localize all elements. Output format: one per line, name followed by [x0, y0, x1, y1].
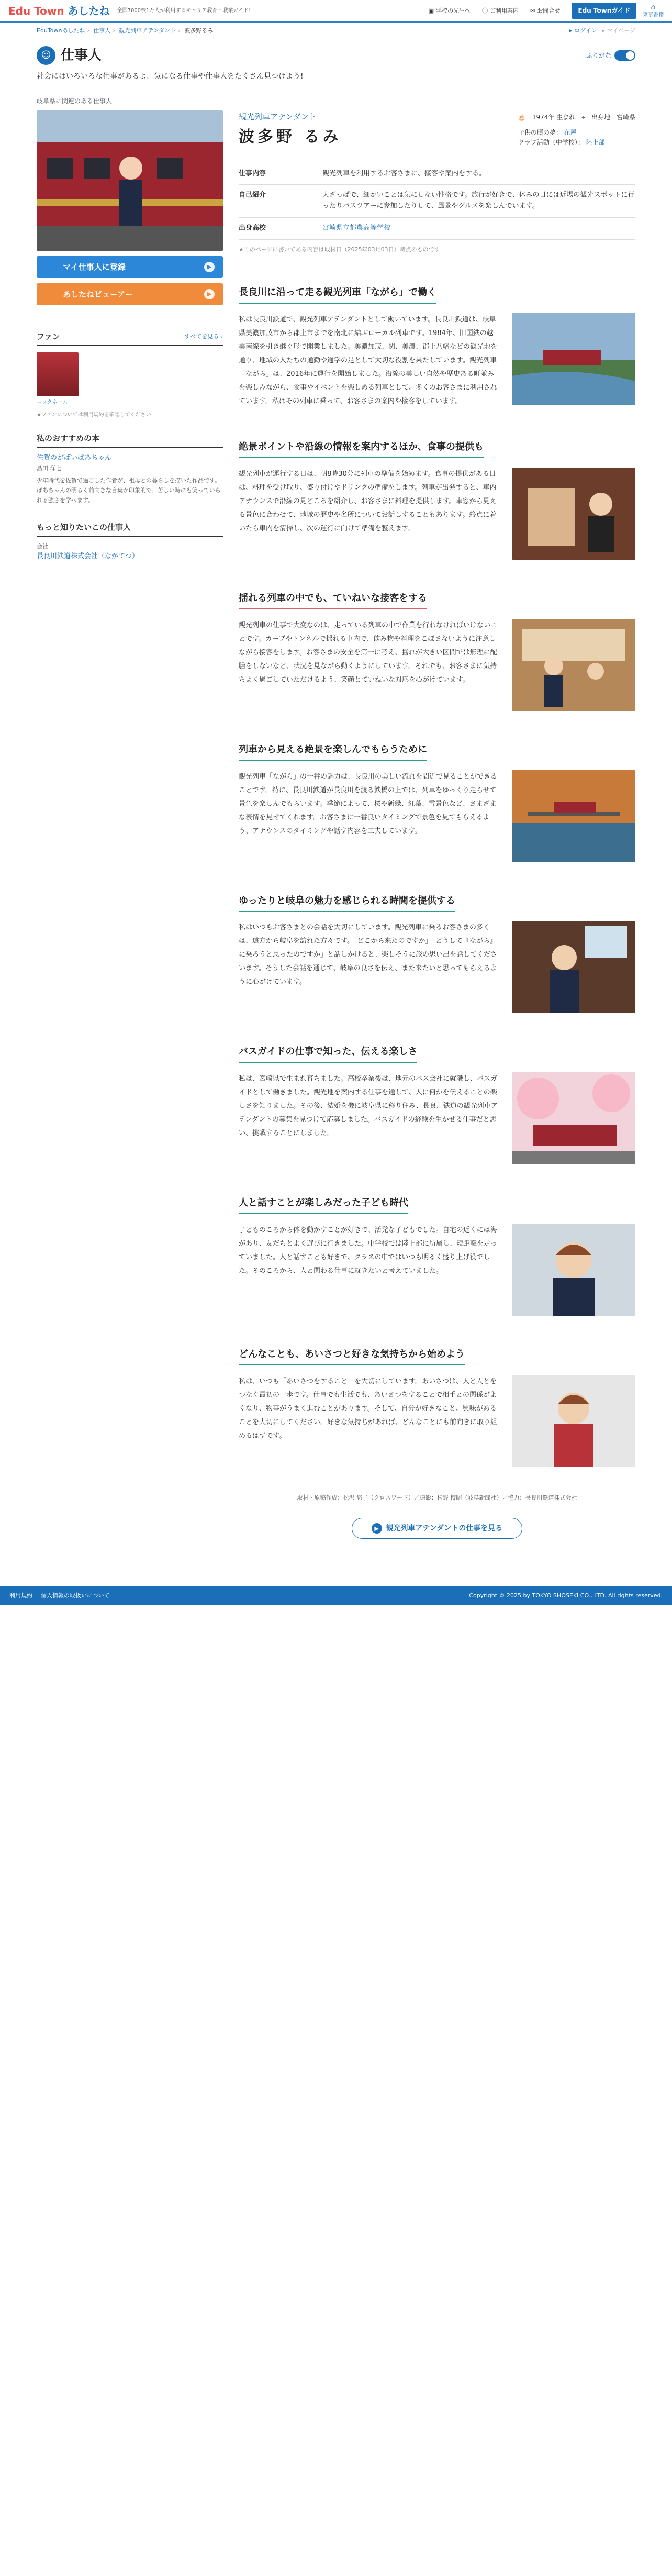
- meta-children: 子供の頃の夢： 花屋: [518, 128, 577, 136]
- section-heading: ゆったりと岐阜の魅力を感じられる時間を提供する: [239, 894, 455, 912]
- section-heading: 人と話すことが楽しみだった子ども時代: [239, 1196, 408, 1214]
- section-photo: [512, 1375, 635, 1467]
- breadcrumb-shigotonin[interactable]: 仕事人: [93, 27, 111, 34]
- school-icon: ▣: [428, 7, 434, 14]
- category-label: 岐阜県に関連のある仕事人: [37, 97, 113, 105]
- article-section: [239, 742, 635, 862]
- top-nav: [429, 3, 636, 19]
- credit-line: 取材・原稿作成：松沢 悠子（クロスワード）／撮影：松野 博昭（岐阜新聞社）／協力：長良川鉄道株式会社: [297, 1494, 577, 1501]
- toggle-switch[interactable]: [614, 50, 635, 61]
- section-photo: [512, 619, 635, 711]
- book-description: 少年時代を佐賀で過ごした作者が、祖母との暮らしを描いた作品です。ばあちゃんの明るく前向きな言葉が印象的で、苦しい時にも笑っていられる強さを学べます。: [37, 477, 221, 504]
- terms-link[interactable]: 利用規約: [9, 1592, 32, 1599]
- section-body: 私は、いつも「あいさつをすること」を大切にしています。あいさつは、人と人とをつなぐ最初の一歩です。仕事でも生活でも、あいさつをすることで相手との関係がよくなり、物事がうまく進むことがあります。そして、自分が好きなこと、興味があることを大切にしてください。好きな気持ちがあれば、どんなことにも前向きに取り組めるはずです。: [239, 1377, 498, 1440]
- arrow-right-icon: ▶: [372, 1523, 382, 1534]
- meta-club: クラブ活動（中学校）： 陸上部: [518, 139, 605, 147]
- arrow-right-icon: ▶: [204, 289, 215, 299]
- row-key: 仕事内容: [239, 163, 322, 185]
- article-section: [239, 894, 635, 1014]
- section-heading: 絶景ポイントや沿線の情報を案内するほか、食事の提供も: [239, 440, 484, 458]
- view-job-button[interactable]: ▶ 観光列車アテンダントの仕事を見る: [352, 1518, 522, 1539]
- left-column: [37, 110, 223, 1539]
- book-author: 島田 洋七: [37, 464, 62, 472]
- more-label: 会社: [37, 543, 48, 550]
- section-photo: [512, 921, 635, 1013]
- fans-note: ★ファンについては利用規約を確認してください: [37, 412, 151, 418]
- profile-table: [239, 163, 635, 240]
- fan-nickname[interactable]: ニックネーム: [37, 399, 68, 405]
- row-value: 大ざっぱで、細かいことは気にしない性格です。旅行が好きで、休みの日には近場の観光スポットに行ったりバスツアーに参加したりして、風景やグルメを楽しんでいます。: [322, 185, 635, 218]
- date-note: ★このページに書いてある内容は取材日（2025年03月03日）時点のものです: [239, 246, 440, 253]
- mail-icon: ✉: [530, 7, 535, 14]
- section-photo: [512, 468, 635, 560]
- job-title-link[interactable]: 観光列車アテンダント: [239, 112, 317, 121]
- nav-teachers[interactable]: ▣ 学校の先生へ: [429, 6, 471, 16]
- train-illustration: [37, 110, 223, 251]
- row-key: 出身高校: [239, 217, 322, 239]
- breadcrumb: EduTownあしたね › 仕事人 › 観光列車アテンダント › 波多野るみ: [37, 27, 214, 34]
- book-title: 佐賀のがばいばあちゃん: [37, 453, 112, 462]
- mypage-link[interactable]: ▸ マイページ: [602, 27, 635, 34]
- row-value: 観光列車を利用するお客さまに、接客や案内をする。: [322, 163, 635, 185]
- article-section: [239, 1347, 635, 1467]
- furigana-toggle[interactable]: ふりがな: [586, 50, 635, 61]
- fan-avatar[interactable]: [37, 352, 79, 396]
- book-heading: 私のおすすめの本: [37, 432, 223, 448]
- article-section: [239, 1196, 635, 1316]
- section-body: 私はいつもお客さまとの会話を大切にしています。観光列車に乗るお客さまの多くは、遠方から岐阜を訪れた方々です。「どこから来たのですか」「どうして『ながら』に乗ろうと思ったのですか」と話しかけると、楽しそうに旅の思い出を話してくださいます。そうした会話を通じて、岐阜の良さを伝え、また来たいと思ってもらえるように心がけています。: [239, 924, 498, 986]
- location-icon: ⌖: [581, 113, 585, 121]
- row-key: 自己紹介: [239, 185, 322, 218]
- right-column: [239, 110, 635, 1539]
- edutown-guide-button[interactable]: Edu Townガイド: [572, 3, 636, 19]
- section-body: 私は長良川鉄道で、観光列車アテンダントとして働いています。長良川鉄道は、岐阜県美濃加茂市から郡上市までを南北に結ぶローカル列車です。1984年、旧国鉄の越美南線を引き継ぐ形で開業しました。美濃加茂、関、美濃、郡上八幡などの観光地を通り、地域の人たちの通勤や通学の足として大切な役割を果たしています。観光列車「ながら」は、2016年に運行を開始しました。沿線の美しい自然や歴史ある町並みを楽しみながら、食事やイベントを楽しめる列車として、多くのお客さまに利用されています。私はその列車に乗って、お客さまの案内や接客をしています。: [239, 316, 498, 406]
- nav-guide[interactable]: ⓘ ご利用案内: [482, 6, 519, 16]
- section-photo: [512, 313, 635, 405]
- cake-icon: 🎂: [518, 113, 526, 121]
- article-section: [239, 1045, 635, 1164]
- person-name: 波多野 るみ: [239, 127, 342, 146]
- person-icon: ☺: [37, 46, 55, 65]
- info-icon: ⓘ: [482, 7, 488, 14]
- meta-birth: 🎂 1974年 生まれ ⌖ 出身地 宮崎県: [518, 113, 635, 123]
- section-heading: 揺れる列車の中でも、ていねいな接客をする: [239, 591, 427, 609]
- section-photo: [512, 770, 635, 862]
- section-photo: [512, 1224, 635, 1316]
- section-heading: 列車から見える絶景を楽しんでもらうために: [239, 742, 427, 761]
- section-body: 子どものころから体を動かすことが好きで、活発な子どもでした。自宅の近くには海があり、友だちとよく遊びに行きました。中学校では陸上部に所属し、短距離を走っていました。人と話すことも好きで、クラスの中ではいつも明るく盛り上げ役でした。そのころから、人と関わる仕事に就きたいと考えていました。: [239, 1226, 498, 1275]
- more-heading: もっと知りたいこの仕事人: [37, 521, 223, 537]
- site-footer: [0, 1586, 672, 1605]
- section-body: 観光列車「ながら」の一番の魅力は、長良川の美しい流れを間近で見ることができることです。特に、長良川鉄道が長良川を渡る鉄橋の上では、列車をゆっくり走らせて景色を楽しんでもらいます。季節によって、桜や新緑、紅葉、雪景色など、さまざまな表情を見せてくれます。お客さまに一番良いタイミングで景色を見てもらえるよう、アナウンスのタイミングや話す内容を工夫しています。: [239, 772, 498, 835]
- copyright: Copyright © 2025 by TOKYO SHOSEKI CO., LTD. All rights reserved.: [469, 1592, 663, 1599]
- section-body: 観光列車の仕事で大変なのは、走っている列車の中で作業を行わなければいけないことです。カーブやトンネルで揺れる車内で、飲み物や料理をこぼさないように注意しながら接客をします。お客さまの安全を第一に考え、揺れが大きい区間では無理に配膳をしないなど、状況を見ながら動くようにしています。それでも、お客さまに気持ちよく過ごしていただけるよう、笑顔とていねいな対応を心がけています。: [239, 621, 498, 684]
- viewer-button[interactable]: あしたねビューアー ▶: [37, 283, 223, 305]
- breadcrumb-job[interactable]: 観光列車アテンダント: [119, 27, 176, 34]
- breadcrumb-home[interactable]: EduTownあしたね: [37, 27, 85, 34]
- article-section: [239, 285, 635, 408]
- breadcrumb-current: 波多野るみ: [184, 27, 214, 34]
- register-mylist-button[interactable]: マイ仕事人に登録 ▶: [37, 256, 223, 278]
- section-heading: どんなことも、あいさつと好きな気持ちから始めよう: [239, 1347, 465, 1365]
- profile-photo: [37, 110, 223, 251]
- fans-heading: ファン: [37, 331, 60, 341]
- article-section: [239, 440, 635, 560]
- fans-see-all-link[interactable]: すべてを見る ›: [184, 332, 223, 340]
- site-tagline: 全国7000校1万人が利用するキャリア教育・職業ガイド!: [117, 7, 251, 14]
- article-section: [239, 591, 635, 711]
- sub-bar: [0, 23, 672, 36]
- login-link[interactable]: ▸ ログイン: [569, 27, 597, 34]
- top-header: [0, 0, 672, 23]
- section-heading: 長良川に沿って走る観光列車「ながら」で働く: [239, 285, 436, 304]
- site-logo[interactable]: Edu Town あしたね: [8, 4, 110, 17]
- row-value: 宮崎県立都農高等学校: [322, 217, 635, 239]
- section-body: 観光列車が運行する日は、朝8時30分に列車の準備を始めます。食事の提供がある日は、料理を受け取り、盛り付けやドリンクの準備をします。列車が出発すると、車内アナウンスで沿線の見どころを紹介し、お客さまに料理を提供します。車窓から見える景色に合わせて、地域の歴史や名所についてお話しすることもあります。終点に着いたら車内を清掃し、次の運行に向けて準備を整えます。: [239, 470, 497, 532]
- section-heading: バスガイドの仕事で知った、伝える楽しさ: [239, 1045, 417, 1063]
- page-intro: 社会にはいろいろな仕事があるよ。気になる仕事や仕事人をたくさん見つけよう!: [37, 72, 304, 81]
- account-links: [569, 26, 635, 36]
- privacy-link[interactable]: 個人情報の取扱いについて: [41, 1592, 110, 1599]
- nav-contact[interactable]: ✉ お問合せ: [530, 6, 560, 16]
- section-body: 私は、宮崎県で生まれ育ちました。高校卒業後は、地元のバス会社に就職し、バスガイドとして働きました。観光地を案内する仕事を通して、人に何かを伝えることの楽しさを知りました。その後、結婚を機に岐阜県に移り住み、長良川鉄道の観光列車アテンダントの募集を見つけて応募しました。バスガイドの経験を生かせる仕事だと思い、挑戦することにしました。: [239, 1075, 498, 1138]
- arrow-right-icon: ▶: [204, 262, 215, 272]
- page-title: ☺ 仕事人: [37, 45, 102, 67]
- tokyo-shoseki-logo[interactable]: ⌂ 東京書籍: [643, 3, 664, 18]
- company-link[interactable]: 長良川鉄道株式会社（ながてつ）: [37, 552, 139, 560]
- section-photo: [512, 1072, 635, 1164]
